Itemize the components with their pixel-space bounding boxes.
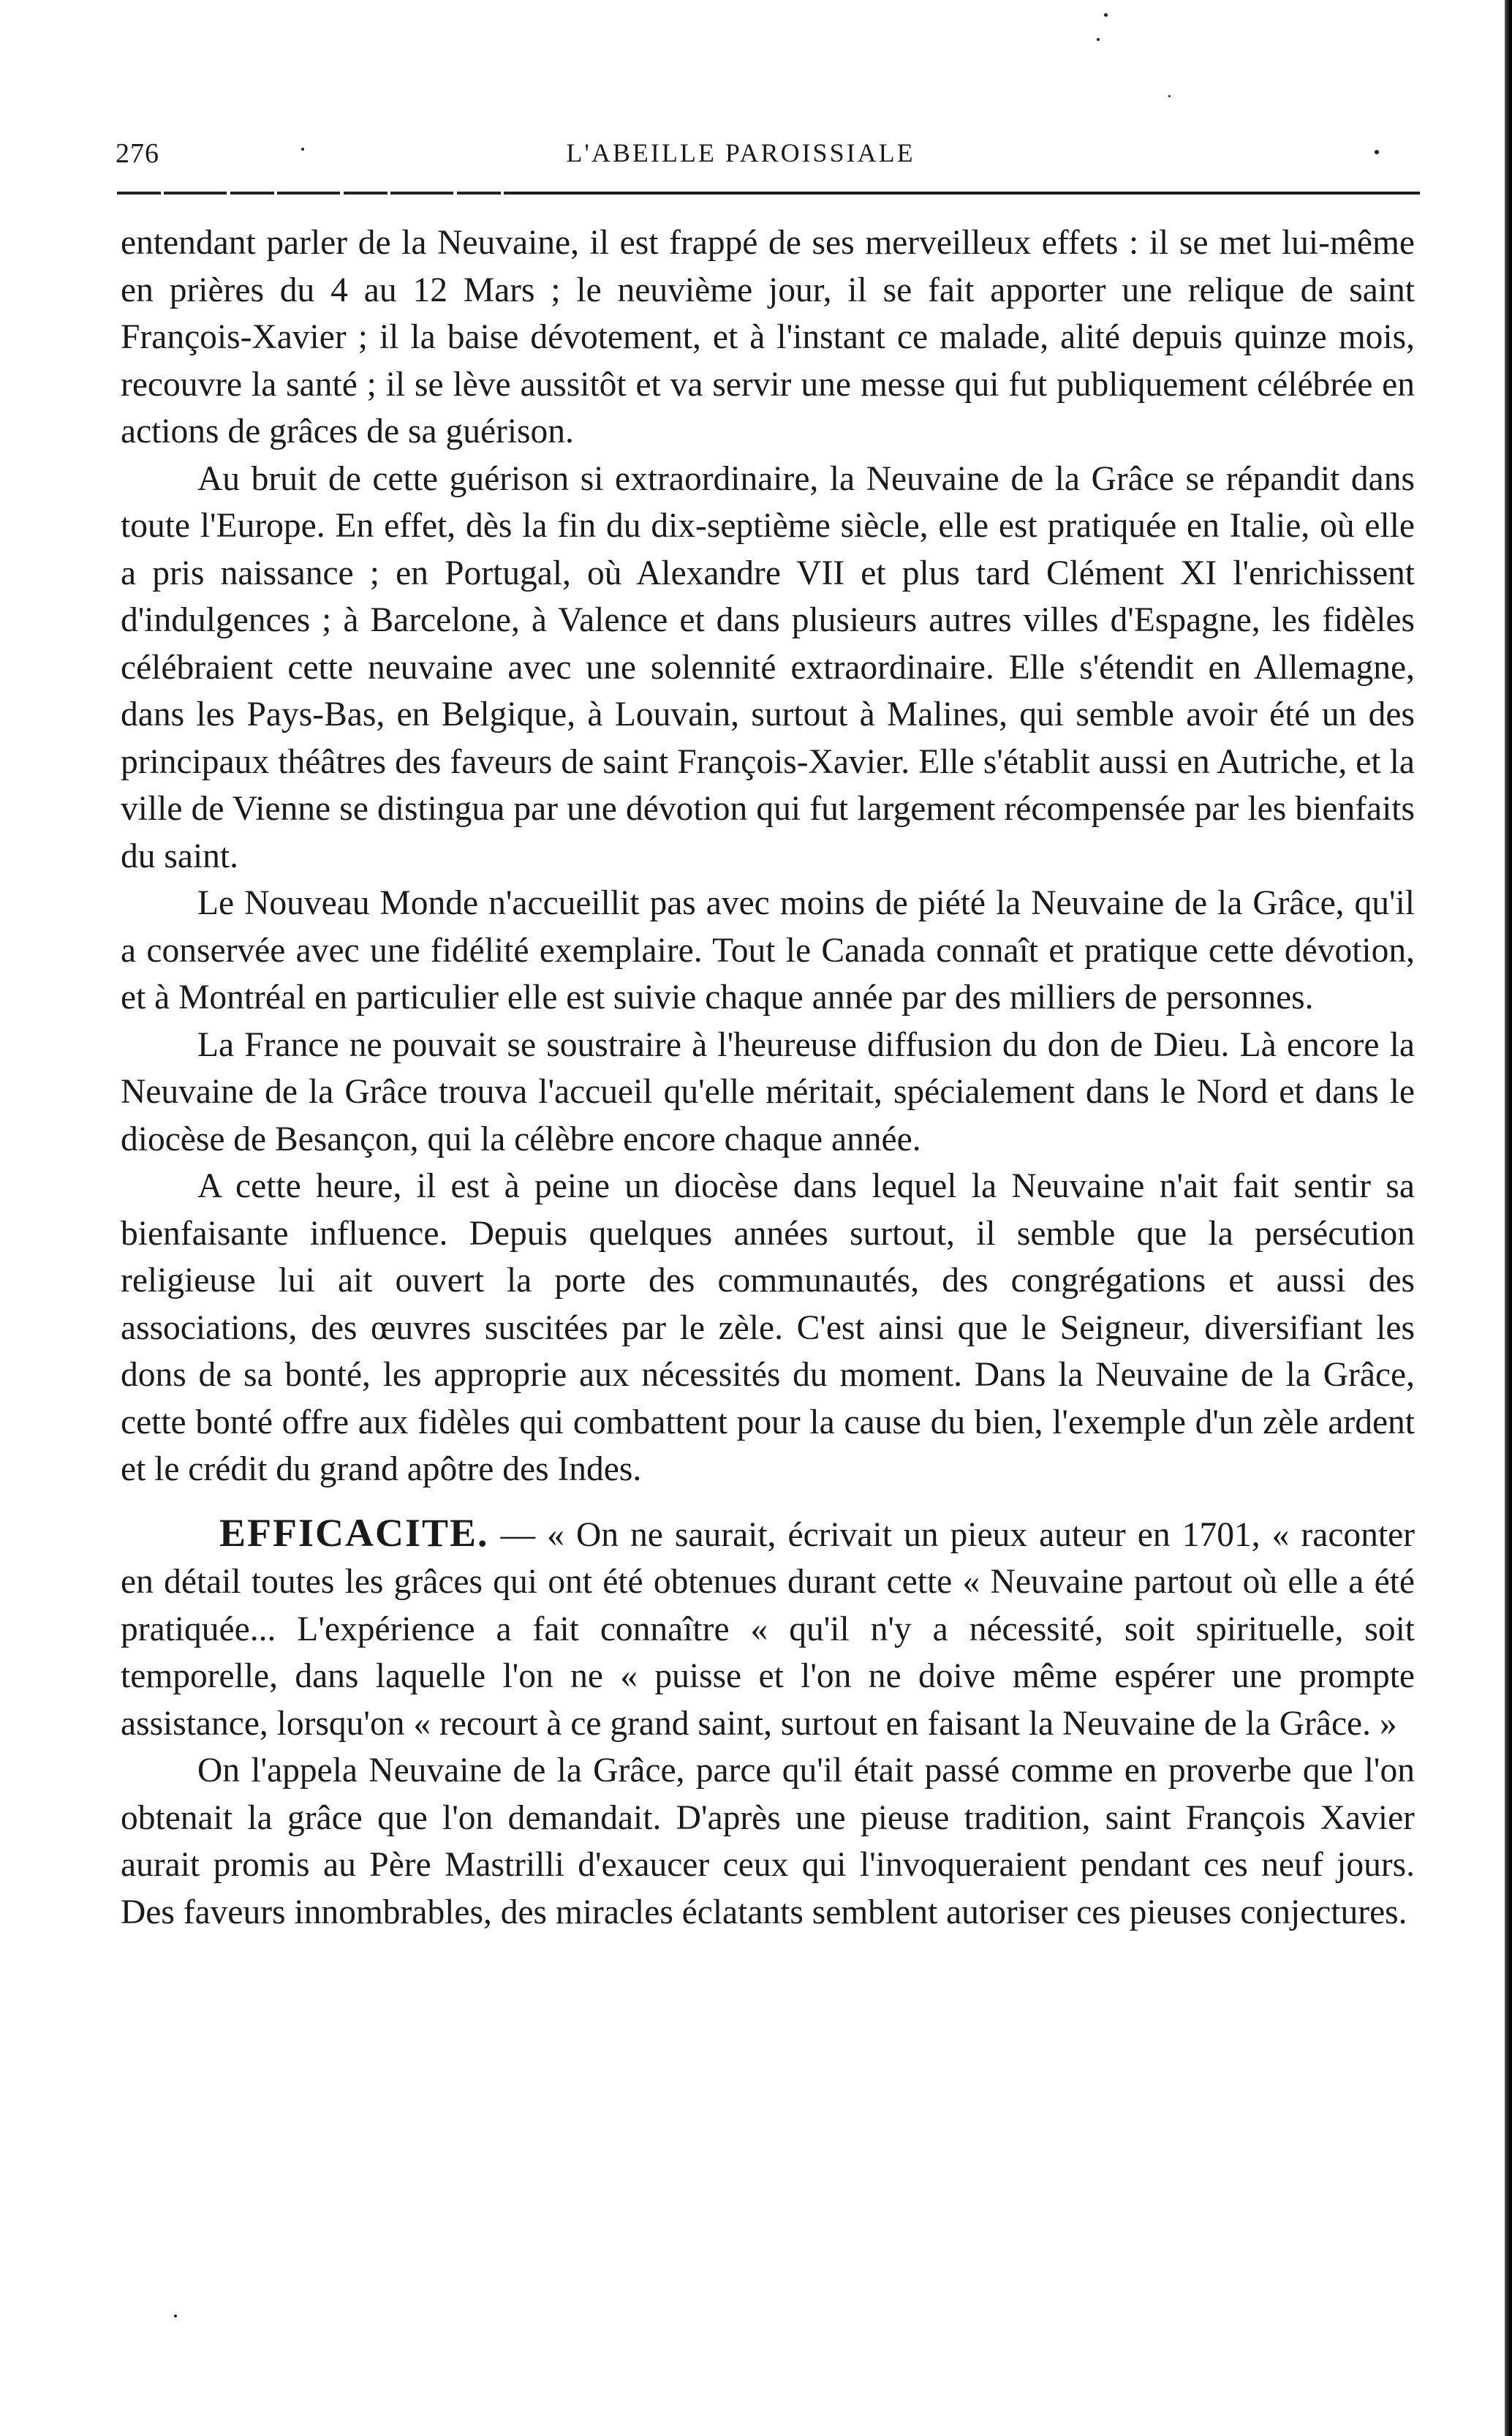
- paragraph: La France ne pouvait se soustraire à l'heureuse diffusion du don de Dieu. Là encore la Neuvaine de la Grâce trouva l'accueil qu'elle méritait, spécialement dans le Nord et dans le diocèse de Besançon, qui la célèbre encore chaque année.: [121, 1025, 1415, 1158]
- page-number: 276: [116, 138, 159, 169]
- efficacite-heading: EFFICACITE.: [219, 1510, 489, 1555]
- paragraph: Au bruit de cette guérison si extraordinaire, la Neuvaine de la Grâce se répandit dans toute l'Europe. En effet, dès la fin du dix-septième siècle, elle est pratiquée en Italie, où elle a pris naissance ; en Portugal, où Alexandre VII et plus tard Clément XI l'enrichissent d'indulgences ; à Barcelone, à Valence et dans plusieurs autres villes d'Espagne, les fidèles célébraient cette neuvaine avec une solennité extraordinaire. Elle s'étendit en Allemagne, dans les Pays-Bas, en Belgique, à Louvain, surtout à Malines, qui semble avoir été un des principaux théâtres des faveurs de saint François-Xavier. Elle s'établit aussi en Autriche, et la ville de Vienne se distingua par une dévotion qui fut largement récompensée par les bienfaits du saint.: [121, 459, 1415, 875]
- paragraph: A cette heure, il est à peine un diocèse dans lequel la Neuvaine n'ait fait sentir sa bienfaisante influence. Depuis quelques années surtout, il semble que la persécution religieuse lui ait ouvert la porte des communautés, des congrégations et aussi des associations, des œuvres suscitées par le zèle. C'est ainsi que le Seigneur, diversifiant les dons de sa bonté, les approprie aux nécessités du moment. Dans la Neuvaine de la Grâce, cette bonté offre aux fidèles qui combattent pour la cause du bien, l'exemple d'un zèle ardent et le crédit du grand apôtre des Indes.: [121, 1167, 1415, 1488]
- print-speck: [1168, 95, 1171, 97]
- efficacite-paragraph: [121, 1509, 1415, 1748]
- print-speck: [174, 2315, 177, 2318]
- header-rule: [512, 192, 1420, 195]
- page-header: [116, 137, 1424, 174]
- running-title: L'ABEILLE PAROISSIALE: [566, 138, 915, 167]
- print-speck: [1104, 13, 1108, 17]
- closing-paragraph: On l'appela Neuvaine de la Grâce, parce qu'il était passé comme en proverbe que l'on obtenait la grâce que l'on demandait. D'après une pieuse tradition, saint François Xavier aurait promis au Père Mastrilli d'exaucer ceux qui l'invoqueraient pendant ces neuf jours. Des faveurs innombrables, des miracles éclatants semblent autoriser ces pieuses conjectures.: [121, 1751, 1415, 1931]
- paragraph: entendant parler de la Neuvaine, il est frappé de ses merveilleux effets : il se met lui-même en prières du 4 au 12 Mars ; le neuvième jour, il se fait apporter une relique de saint François-Xavier ; il la baise dévotement, et à l'instant ce malade, alité depuis quinze mois, recouvre la santé ; il se lève aussitôt et va servir une messe qui fut publiquement célébrée en actions de grâces de sa guérison.: [121, 224, 1415, 450]
- binding-edge: [1505, 0, 1512, 2436]
- paragraph: Le Nouveau Monde n'accueillit pas avec moins de piété la Neuvaine de la Grâce, qu'il a conservée avec une fidélité exemplaire. Tout le Canada connaît et pratique cette dévotion, et à Montréal en particulier elle est suivie chaque année par des milliers de personnes.: [121, 884, 1415, 1017]
- body-text: [121, 219, 1415, 1936]
- print-speck: [1097, 38, 1100, 41]
- efficacite-text: — « On ne saurait, écrivait un pieux auteur en 1701, « raconter en détail toutes les grâces qui ont été obtenues durant cette « Neuvaine partout où elle a été pratiquée... L'expérience a fait connaître « qu'il n'y a nécessité, soit spirituelle, soit temporelle, dans laquelle l'on ne « puisse et l'on ne doive même espérer une prompte assistance, lorsqu'on « recourt à ce grand saint, surtout en faisant la Neuvaine de la Grâce. »: [121, 1515, 1415, 1743]
